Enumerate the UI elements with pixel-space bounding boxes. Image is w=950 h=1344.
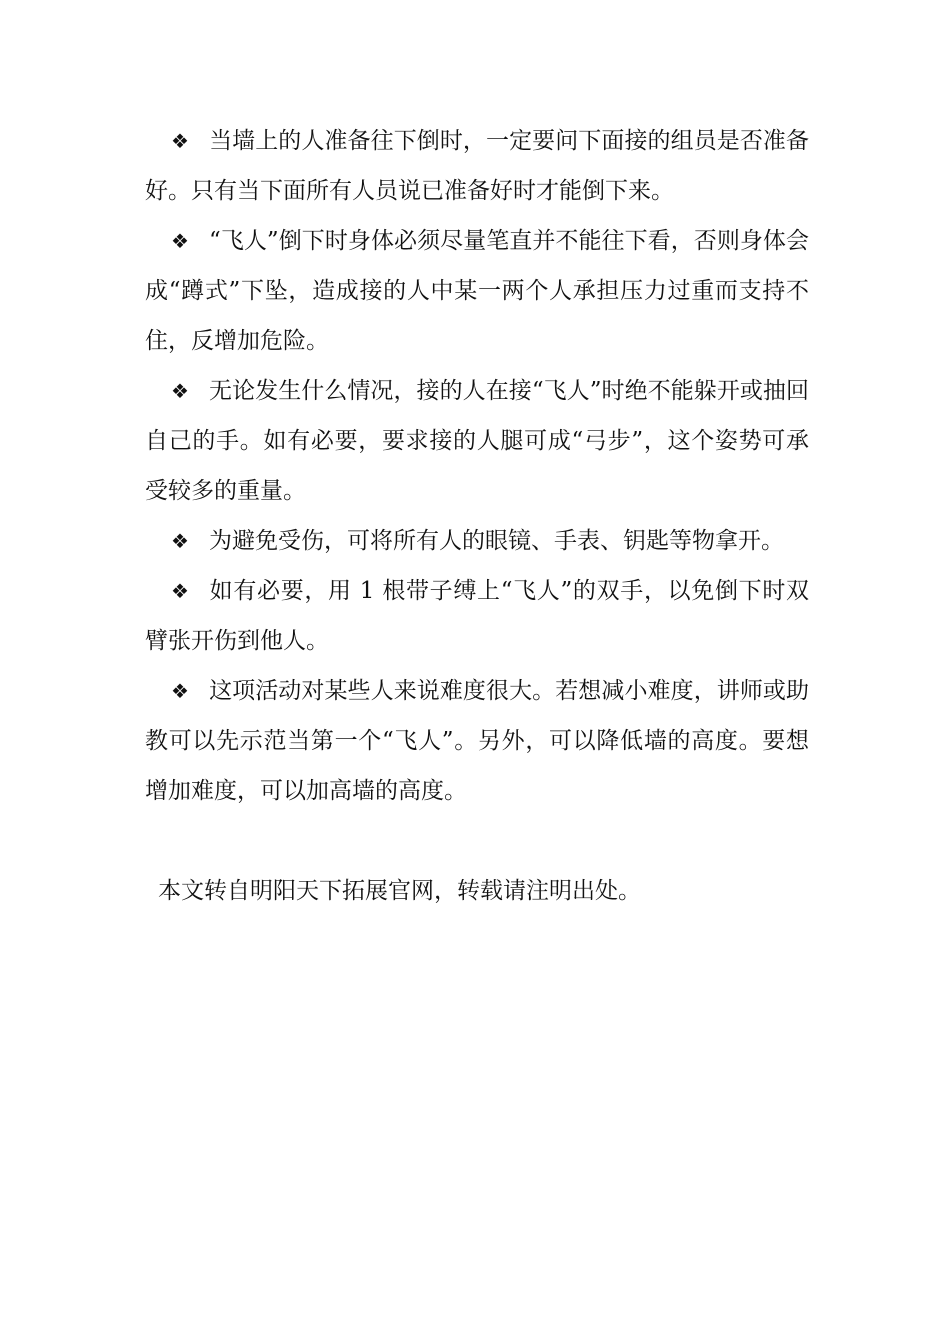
- list-item-text: 这项活动对某些人来说难度很大。若想减小难度，讲师或助教可以先示范当第一个“飞人”。另外，可以降低墙的高度。要想增加难度，可以加高墙的高度。: [145, 678, 809, 804]
- list-item-text: 无论发生什么情况，接的人在接“飞人”时绝不能躲开或抽回自己的手。如有必要，要求接的人腿可成“弓步”，这个姿势可承受较多的重量。: [145, 378, 809, 504]
- list-item-text: 当墙上的人准备往下倒时，一定要问下面接的组员是否准备好。只有当下面所有人员说已准备好时才能倒下来。: [145, 128, 809, 204]
- list-item: [145, 566, 809, 666]
- list-item: [145, 666, 809, 816]
- diamond-bullet-icon: ❖: [171, 229, 189, 253]
- diamond-bullet-icon: ❖: [171, 129, 189, 153]
- list-item: [145, 216, 809, 366]
- list-item-text: “飞人”倒下时身体必须尽量笔直并不能往下看，否则身体会成“蹲式”下坠，造成接的人中某一两个人承担压力过重而支持不住，反增加危险。: [145, 228, 809, 354]
- list-item-text: 为避免受伤，可将所有人的眼镜、手表、钥匙等物拿开。: [209, 528, 784, 554]
- diamond-bullet-icon: ❖: [171, 529, 189, 553]
- diamond-bullet-icon: ❖: [171, 579, 189, 603]
- list-item: [145, 366, 809, 516]
- diamond-bullet-icon: ❖: [171, 379, 189, 403]
- source-notice: 本文转自明阳天下拓展官网，转载请注明出处。: [158, 878, 641, 904]
- list-item: [145, 516, 809, 566]
- list-item: [145, 116, 809, 216]
- list-item-text: 如有必要，用 1 根带子缚上“飞人”的双手，以免倒下时双臂张开伤到他人。: [145, 578, 809, 654]
- safety-notes-list: [145, 116, 809, 816]
- diamond-bullet-icon: ❖: [171, 679, 189, 703]
